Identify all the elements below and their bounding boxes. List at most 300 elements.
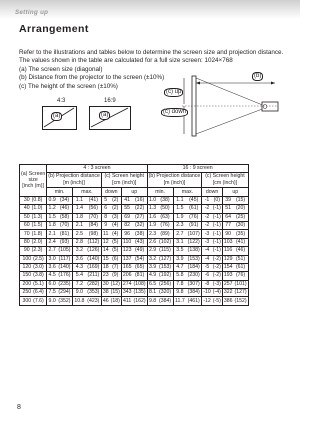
cell-value: 40	[23, 205, 30, 212]
cell-value: (4)	[110, 230, 122, 238]
label-b: (b)	[254, 73, 262, 79]
cell-value: (127)	[158, 255, 172, 262]
cell-value: (1.8)	[31, 230, 43, 237]
intro-line: (c) The height of the screen (±10%)	[19, 82, 118, 90]
cell-value: (61)	[234, 263, 249, 271]
intro-line: (b) Distance from the projector to the screen (±10%)	[19, 74, 165, 82]
col-header-distance-4-3	[47, 173, 102, 188]
cell-value: 5.8	[173, 272, 186, 280]
cell-value: 200	[22, 280, 32, 287]
cell-value: 2.7	[173, 230, 186, 238]
cell-value: 411	[123, 297, 132, 304]
cell-value: (91)	[186, 221, 202, 229]
cell-value: (-4)	[212, 289, 221, 296]
cell-screen-size	[20, 230, 47, 238]
cell-value: (20)	[234, 205, 249, 213]
cell-value: 80	[23, 238, 30, 245]
cell-value: (153)	[186, 255, 202, 263]
cell-value: 165	[122, 264, 132, 271]
cell-value: -4	[202, 247, 212, 255]
intro-line: The values shown in the table are calculated for a full size screen: 1024×768	[19, 57, 233, 65]
cell-value: (45)	[186, 196, 202, 204]
cell-value: (5.1)	[33, 280, 44, 287]
cell-screen-size	[20, 247, 47, 255]
cell-value: 1.8	[48, 222, 56, 229]
cell-value: 46	[102, 297, 109, 304]
cell-value: (81)	[57, 230, 72, 238]
col-header-line: (a) Screen	[21, 171, 46, 178]
cell-value: 30	[23, 196, 30, 203]
cell-value: 11.7	[175, 297, 185, 304]
col-header-height-4-3	[101, 173, 147, 188]
cell-value: 103	[223, 238, 233, 245]
cell-value: (282)	[87, 280, 100, 287]
cell-value: (0)	[212, 196, 223, 204]
col-header-distance-16-9	[147, 173, 202, 188]
cell-value: (38)	[133, 230, 148, 238]
col-header-height-16-9	[202, 173, 248, 188]
table-row	[20, 238, 249, 246]
cell-value: -8	[202, 280, 212, 288]
cell-value: (27)	[133, 213, 148, 221]
projection-table-wrap	[19, 164, 249, 306]
cell-value: (169)	[87, 264, 100, 271]
cell-value: (32)	[133, 221, 148, 229]
col-header-line: (b) Projection distance	[148, 173, 201, 180]
cell-value: 2.4	[48, 238, 56, 245]
cell-value: (108)	[133, 280, 146, 287]
cell-value: 4.3	[72, 263, 85, 271]
cell-value: 2.7	[48, 247, 56, 254]
cell-value: (1.3)	[31, 213, 43, 220]
cell-value: (140)	[58, 264, 71, 271]
cell-value: 110	[123, 238, 132, 245]
sub-header: down	[202, 188, 223, 196]
ratio-4-3-label: 4:3	[57, 98, 66, 104]
intro-line: Refer to the illustrations and tables below to determine the screen size and projection distance.	[19, 49, 284, 56]
cell-value: 3.1	[173, 238, 186, 246]
cell-value: 120	[22, 264, 32, 271]
cell-value: (3)	[110, 213, 122, 221]
col-header-line: size	[28, 177, 38, 184]
cell-value: 30	[102, 280, 109, 287]
cell-value: (211)	[86, 272, 102, 280]
cell-value: (101)	[234, 280, 247, 287]
cell-value: -10	[203, 289, 211, 296]
table-row	[20, 272, 249, 280]
cell-value: (162)	[133, 297, 146, 304]
cell-screen-size	[20, 221, 47, 229]
col-header-line: (c) Screen height	[205, 173, 245, 180]
table-row	[20, 280, 249, 288]
cell-value: 2.3	[173, 221, 186, 229]
cell-value: (-2)	[212, 272, 221, 279]
cell-value: -3	[202, 238, 212, 246]
cell-value: 274	[122, 280, 132, 287]
cell-value: 5	[101, 196, 109, 204]
cell-value: (7.6)	[33, 297, 44, 304]
cell-value: 51	[222, 205, 233, 213]
cell-value: 4.7	[173, 263, 186, 271]
cell-value: (5)	[110, 247, 122, 255]
cell-value: (115)	[158, 247, 174, 255]
cell-value: 5.4	[72, 272, 85, 280]
cell-value: 1.9	[148, 222, 157, 229]
cell-value: 300	[22, 297, 32, 304]
cell-value: 8	[101, 213, 109, 221]
cell-value: 69	[121, 213, 132, 221]
cell-value: (112)	[86, 238, 102, 246]
cell-value: (54)	[133, 255, 148, 263]
cell-value: (230)	[186, 272, 202, 280]
cell-value: 343	[122, 289, 132, 296]
cell-value: (152)	[234, 297, 247, 304]
cell-value: (127)	[234, 289, 247, 296]
table-row	[20, 196, 249, 204]
table-row	[20, 230, 249, 238]
cell-value: 1.5	[173, 205, 186, 213]
table-row	[20, 255, 249, 263]
cell-value: 6.0	[48, 280, 56, 287]
cell-value: (461)	[186, 297, 202, 305]
sub-header: up	[121, 188, 147, 196]
col-header-line: [cm (inch)]	[212, 180, 238, 187]
cell-value: (76)	[158, 221, 174, 229]
cell-value: (-1)	[212, 247, 221, 254]
cell-value: (2)	[110, 196, 122, 204]
cell-value: 90	[222, 230, 233, 238]
cell-value: 96	[121, 230, 132, 238]
cell-value: 82	[121, 221, 132, 229]
cell-value: 3.2	[148, 255, 157, 262]
cell-value: 206	[122, 272, 132, 279]
table-row	[20, 213, 249, 221]
table-row	[20, 297, 249, 305]
cell-value: (0.8)	[31, 196, 43, 203]
cell-value: (58)	[57, 213, 72, 221]
cell-value: (-5)	[212, 297, 221, 304]
cell-value: (-1)	[212, 238, 221, 245]
sub-header: max.	[72, 188, 101, 196]
cell-value: (5)	[110, 238, 122, 246]
col-header-line: [cm (inch)]	[112, 180, 137, 187]
cell-value: (138)	[186, 247, 202, 255]
diagonal-16-9	[89, 106, 131, 130]
cell-value: 55	[121, 205, 132, 213]
cell-value: 1.1	[72, 196, 85, 204]
cell-value: 0.9	[48, 196, 56, 203]
cell-value: 250	[22, 289, 32, 296]
table-row	[20, 289, 249, 297]
cell-screen-size	[20, 280, 47, 288]
page-number: 8	[17, 404, 21, 411]
cell-value: 386	[223, 297, 233, 304]
cell-value: 77	[222, 221, 233, 229]
cell-value: (65)	[133, 263, 148, 271]
table-body	[20, 196, 249, 305]
cell-value: 7.2	[72, 280, 85, 288]
cell-value: (22)	[133, 205, 148, 213]
cell-value: 2.8	[72, 238, 85, 246]
cell-value: 1.4	[72, 205, 85, 213]
cell-value: (9)	[110, 272, 122, 280]
cell-screen-size	[20, 263, 47, 271]
cell-value: 1.2	[48, 205, 56, 212]
cell-value: 8.1	[148, 289, 157, 296]
cell-value: (6.4)	[33, 289, 44, 296]
cell-value: (63)	[158, 213, 174, 221]
cell-value: 9.8	[173, 289, 186, 297]
cell-value: (6)	[110, 255, 122, 263]
cell-value: (-1)	[212, 213, 221, 220]
cell-value: 1.8	[72, 213, 85, 221]
cell-value: 2.6	[148, 238, 157, 245]
cell-value: (30)	[234, 221, 249, 229]
cell-value: 60	[23, 222, 30, 229]
cell-value: (35)	[234, 230, 249, 238]
table-row	[20, 221, 249, 229]
table-row	[20, 247, 249, 255]
cell-value: (2.0)	[31, 238, 43, 245]
cell-value: 1.0	[148, 196, 157, 203]
cell-value: 70	[23, 230, 30, 237]
cell-value: 3.9	[148, 264, 157, 271]
sub-header: min.	[47, 188, 73, 196]
cell-value: 12	[102, 238, 109, 245]
cell-value: (126)	[87, 247, 100, 254]
cell-value: (-2)	[212, 255, 221, 262]
cell-value: (235)	[58, 280, 71, 287]
cell-value: -2	[202, 213, 212, 221]
col-header-line: [inch (m)]	[22, 183, 44, 190]
cell-value: (153)	[158, 264, 172, 271]
cell-value: 1.1	[173, 196, 186, 204]
cell-value: 193	[223, 272, 233, 279]
cell-value: 3.9	[173, 255, 186, 263]
cell-value: 39	[222, 196, 233, 204]
cell-value: 2.1	[72, 221, 85, 229]
label-a-4-3: (a)	[53, 113, 61, 119]
cell-screen-size	[20, 238, 47, 246]
cell-value: (1.0)	[31, 205, 43, 212]
cell-value: -6	[202, 272, 212, 280]
cell-value: (353)	[87, 289, 100, 296]
cell-value: 123	[122, 247, 132, 254]
cell-value: 15	[102, 255, 109, 262]
col-header-line: [m (inch)]	[163, 180, 186, 187]
cell-value: -3	[202, 230, 212, 238]
cell-value: 18	[102, 264, 109, 271]
cell-value: 1.9	[173, 213, 186, 221]
cell-value: 150	[22, 272, 32, 279]
cell-value: 4.9	[148, 272, 157, 279]
cell-value: (122)	[186, 238, 202, 246]
cell-value: -1	[202, 196, 212, 204]
cell-value: (16)	[133, 196, 148, 204]
cell-value: 90	[23, 247, 30, 254]
intro-line: (a) The screen size (diagonal)	[19, 65, 103, 73]
cell-value: 6.5	[148, 280, 157, 287]
cell-value: (76)	[234, 272, 249, 280]
cell-value: (140)	[87, 255, 100, 262]
cell-value: 1.6	[148, 213, 157, 220]
cell-value: -4	[202, 255, 212, 263]
cell-value: (7)	[110, 263, 122, 271]
cell-screen-size	[20, 255, 47, 263]
cell-value: -5	[202, 263, 212, 271]
col-header-line: (c) Screen height	[104, 173, 144, 180]
cell-value: 38	[102, 289, 109, 296]
group-header-16-9: 16 : 9 screen	[147, 165, 248, 173]
cell-value: 9.8	[148, 297, 157, 304]
cell-screen-size	[20, 297, 47, 305]
cell-value: 3.0	[48, 255, 56, 262]
cell-value: (192)	[158, 272, 172, 279]
cell-value: (51)	[234, 255, 249, 263]
cell-value: (105)	[58, 247, 71, 254]
cell-value: (423)	[87, 297, 100, 304]
cell-value: 7.8	[173, 280, 186, 288]
cell-value: (98)	[86, 230, 102, 238]
cell-value: (384)	[158, 297, 172, 304]
cell-value: 137	[122, 255, 132, 262]
cell-value: (294)	[58, 289, 71, 296]
label-a-16-9: (a)	[101, 112, 109, 118]
cell-value: 4.5	[48, 272, 56, 279]
cell-value: (89)	[158, 230, 174, 238]
cell-value: (4)	[110, 221, 122, 229]
cell-value: (3.0)	[33, 264, 44, 271]
cell-value: 3.6	[72, 255, 85, 263]
cell-value: (56)	[86, 205, 102, 213]
cell-value: 1.5	[48, 213, 56, 220]
cell-value: (76)	[186, 213, 202, 221]
cell-value: 3.5	[173, 247, 186, 255]
cell-value: (2.5)	[33, 255, 44, 262]
cell-value: 3.2	[72, 247, 85, 255]
cell-value: 2.9	[148, 247, 157, 254]
cell-value: 10.8	[74, 297, 85, 304]
cell-value: (49)	[133, 247, 148, 255]
cell-value: 64	[222, 213, 233, 221]
cell-value: (-2)	[212, 264, 221, 271]
page-title: Arrangement	[19, 23, 89, 35]
cell-value: (18)	[110, 297, 120, 304]
cell-value: 257	[223, 280, 233, 287]
cell-value: 2.3	[148, 230, 157, 237]
cell-value: (12)	[110, 280, 120, 287]
sub-header: up	[222, 188, 248, 196]
cell-value: 100	[22, 255, 32, 262]
table-row	[20, 263, 249, 271]
cell-value: 11	[103, 230, 109, 237]
sub-header: max.	[173, 188, 202, 196]
col-header-line: (b) Projection distance	[48, 173, 100, 180]
cell-value: (38)	[158, 196, 174, 204]
sub-header: min.	[147, 188, 173, 196]
group-header-4-3: 4 : 3 screen	[47, 165, 147, 173]
cell-value: (25)	[234, 213, 249, 221]
label-c-down: (c) down	[163, 109, 187, 115]
label-c-up: (c) up	[166, 89, 182, 95]
cell-value: (41)	[86, 196, 102, 204]
cell-value: 9.0	[72, 289, 85, 297]
cell-value: (384)	[186, 289, 202, 297]
cell-value: (-1)	[212, 205, 221, 212]
cell-value: 1.3	[148, 205, 157, 212]
cell-value: (70)	[86, 213, 102, 221]
cell-value: (307)	[186, 280, 202, 288]
cell-value: 41	[121, 196, 132, 204]
cell-value: 129	[223, 255, 233, 262]
cell-value: (176)	[58, 272, 71, 279]
cell-screen-size	[20, 272, 47, 280]
cell-screen-size	[20, 205, 47, 213]
col-header-line: [m (inch)]	[63, 180, 85, 187]
cell-value: 7.5	[48, 289, 56, 296]
cell-value: (93)	[57, 238, 72, 246]
cell-value: 6	[101, 205, 109, 213]
sub-header: down	[101, 188, 121, 196]
cell-value: (102)	[158, 238, 172, 245]
cell-value: (2)	[110, 205, 122, 213]
cell-value: 23	[102, 272, 109, 279]
cell-value: (34)	[57, 196, 72, 204]
cell-value: (41)	[234, 238, 249, 246]
ratio-16-9-label: 16:9	[104, 98, 116, 104]
cell-value: (81)	[133, 272, 148, 280]
table-row	[20, 205, 249, 213]
cell-value: (320)	[158, 289, 172, 296]
cell-value: (70)	[57, 221, 72, 229]
cell-value: 9.0	[48, 297, 56, 304]
cell-value: -12	[203, 297, 211, 304]
cell-value: (15)	[110, 289, 120, 296]
section-header: Setting up	[15, 9, 49, 16]
cell-value: (256)	[158, 280, 172, 287]
col-header-screen-size	[20, 165, 47, 197]
cell-value: (43)	[133, 238, 148, 246]
cell-value: 154	[223, 264, 233, 271]
cell-value: (1.5)	[31, 222, 43, 229]
cell-value: (107)	[186, 230, 202, 238]
cell-screen-size	[20, 196, 47, 204]
cell-value: (184)	[186, 263, 202, 271]
cell-value: 50	[23, 213, 30, 220]
cell-value: -2	[202, 205, 212, 213]
cell-value: -2	[202, 221, 212, 229]
cell-screen-size	[20, 213, 47, 221]
cell-value: (2.3)	[31, 247, 43, 254]
cell-value: 322	[223, 289, 233, 296]
cell-value: 9	[101, 221, 109, 229]
cell-value: (352)	[58, 297, 71, 304]
cell-value: (-1)	[212, 230, 221, 237]
cell-value: 116	[224, 247, 233, 254]
cell-value: (46)	[234, 247, 249, 255]
cell-value: 2.1	[48, 230, 56, 237]
cell-value: (61)	[186, 205, 202, 213]
cell-value: (84)	[86, 221, 102, 229]
cell-value: 14	[102, 247, 109, 254]
cell-value: (46)	[57, 205, 72, 213]
cell-value: (-3)	[212, 280, 221, 287]
cell-screen-size	[20, 289, 47, 297]
cell-value: (50)	[158, 205, 174, 213]
cell-value: 3.6	[48, 264, 56, 271]
projection-table	[19, 164, 249, 306]
cell-value: (-1)	[212, 222, 221, 229]
